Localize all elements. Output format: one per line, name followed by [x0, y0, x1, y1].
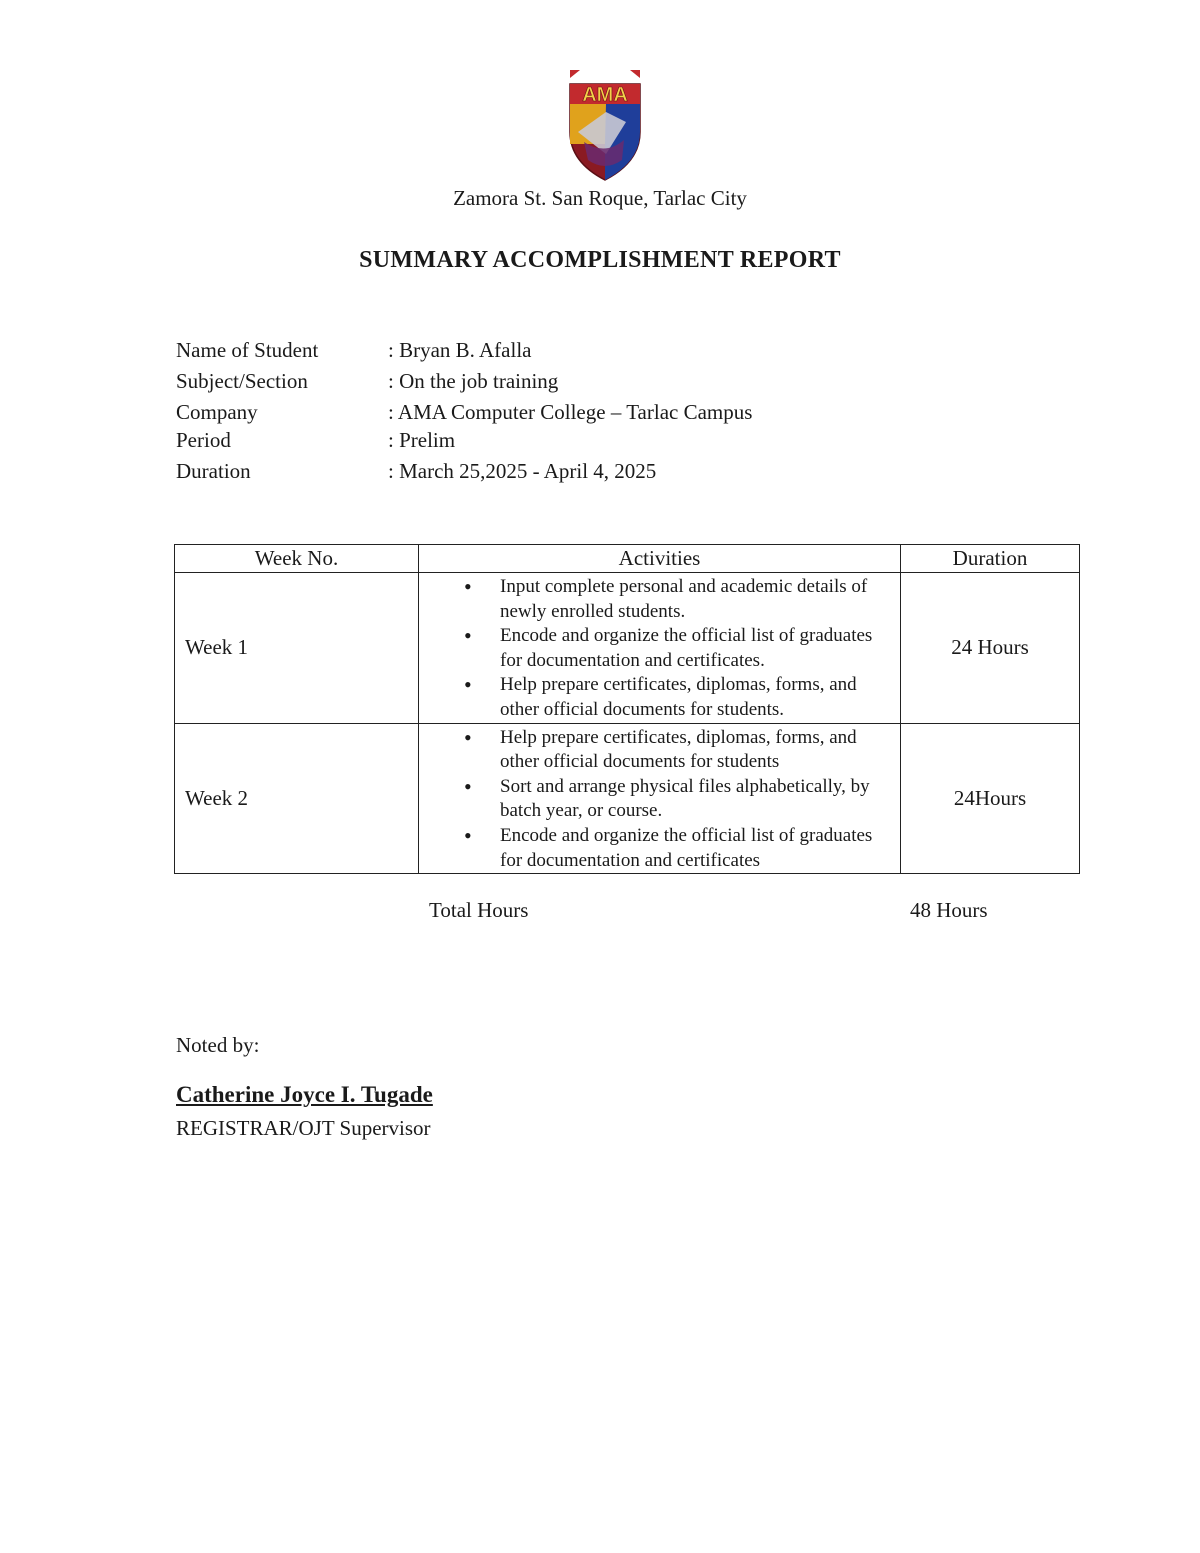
activity-item: • Help prepare certificates, diplomas, forms, and other official documents for students — [419, 726, 900, 775]
info-value: : Bryan B. Afalla — [388, 338, 532, 362]
column-header-activities: Activities — [419, 545, 901, 573]
supervisor-role: REGISTRAR/OJT Supervisor — [176, 1116, 431, 1140]
activity-item: • Encode and organize the official list of graduates for documentation and certificates. — [419, 624, 900, 673]
info-value: : AMA Computer College – Tarlac Campus — [388, 400, 753, 424]
activity-item: • Help prepare certificates, diplomas, forms, and other official documents for students. — [419, 673, 900, 722]
info-label: Duration — [176, 459, 251, 483]
duration-cell: 24 Hours — [901, 573, 1080, 724]
column-header-week: Week No. — [175, 545, 419, 573]
info-label: Period — [176, 428, 231, 452]
info-label: Subject/Section — [176, 369, 308, 393]
duration-cell: 24Hours — [901, 723, 1080, 874]
info-value: : On the job training — [388, 369, 559, 393]
week-cell: Week 1 — [175, 573, 419, 724]
info-value: : March 25,2025 - April 4, 2025 — [388, 459, 657, 483]
report-title: SUMMARY ACCOMPLISHMENT REPORT — [359, 247, 841, 273]
noted-by-label: Noted by: — [176, 1033, 260, 1057]
table-row — [175, 723, 1080, 874]
supervisor-name: Catherine Joyce I. Tugade — [176, 1082, 433, 1107]
activities-cell — [419, 723, 901, 874]
activity-item: • Encode and organize the official list of graduates for documentation and certificates — [419, 824, 900, 873]
info-label: Company — [176, 400, 258, 424]
week-cell: Week 2 — [175, 723, 419, 874]
address: Zamora St. San Roque, Tarlac City — [453, 186, 747, 210]
activity-item: • Sort and arrange physical files alphabetically, by batch year, or course. — [419, 775, 900, 824]
ama-logo — [566, 70, 644, 182]
accomplishment-table — [174, 544, 1080, 874]
activity-list — [419, 724, 900, 874]
column-header-duration: Duration — [901, 545, 1080, 573]
svg-text:AMA: AMA — [582, 84, 628, 106]
table-header-row — [175, 545, 1080, 573]
total-hours-value: 48 Hours — [910, 898, 988, 922]
activities-cell — [419, 573, 901, 724]
info-value: : Prelim — [388, 428, 456, 452]
info-label: Name of Student — [176, 338, 319, 362]
table-row — [175, 573, 1080, 724]
activity-item: • Input complete personal and academic details of newly enrolled students. — [419, 575, 900, 624]
activity-list — [419, 573, 900, 723]
total-hours-label: Total Hours — [429, 898, 529, 922]
